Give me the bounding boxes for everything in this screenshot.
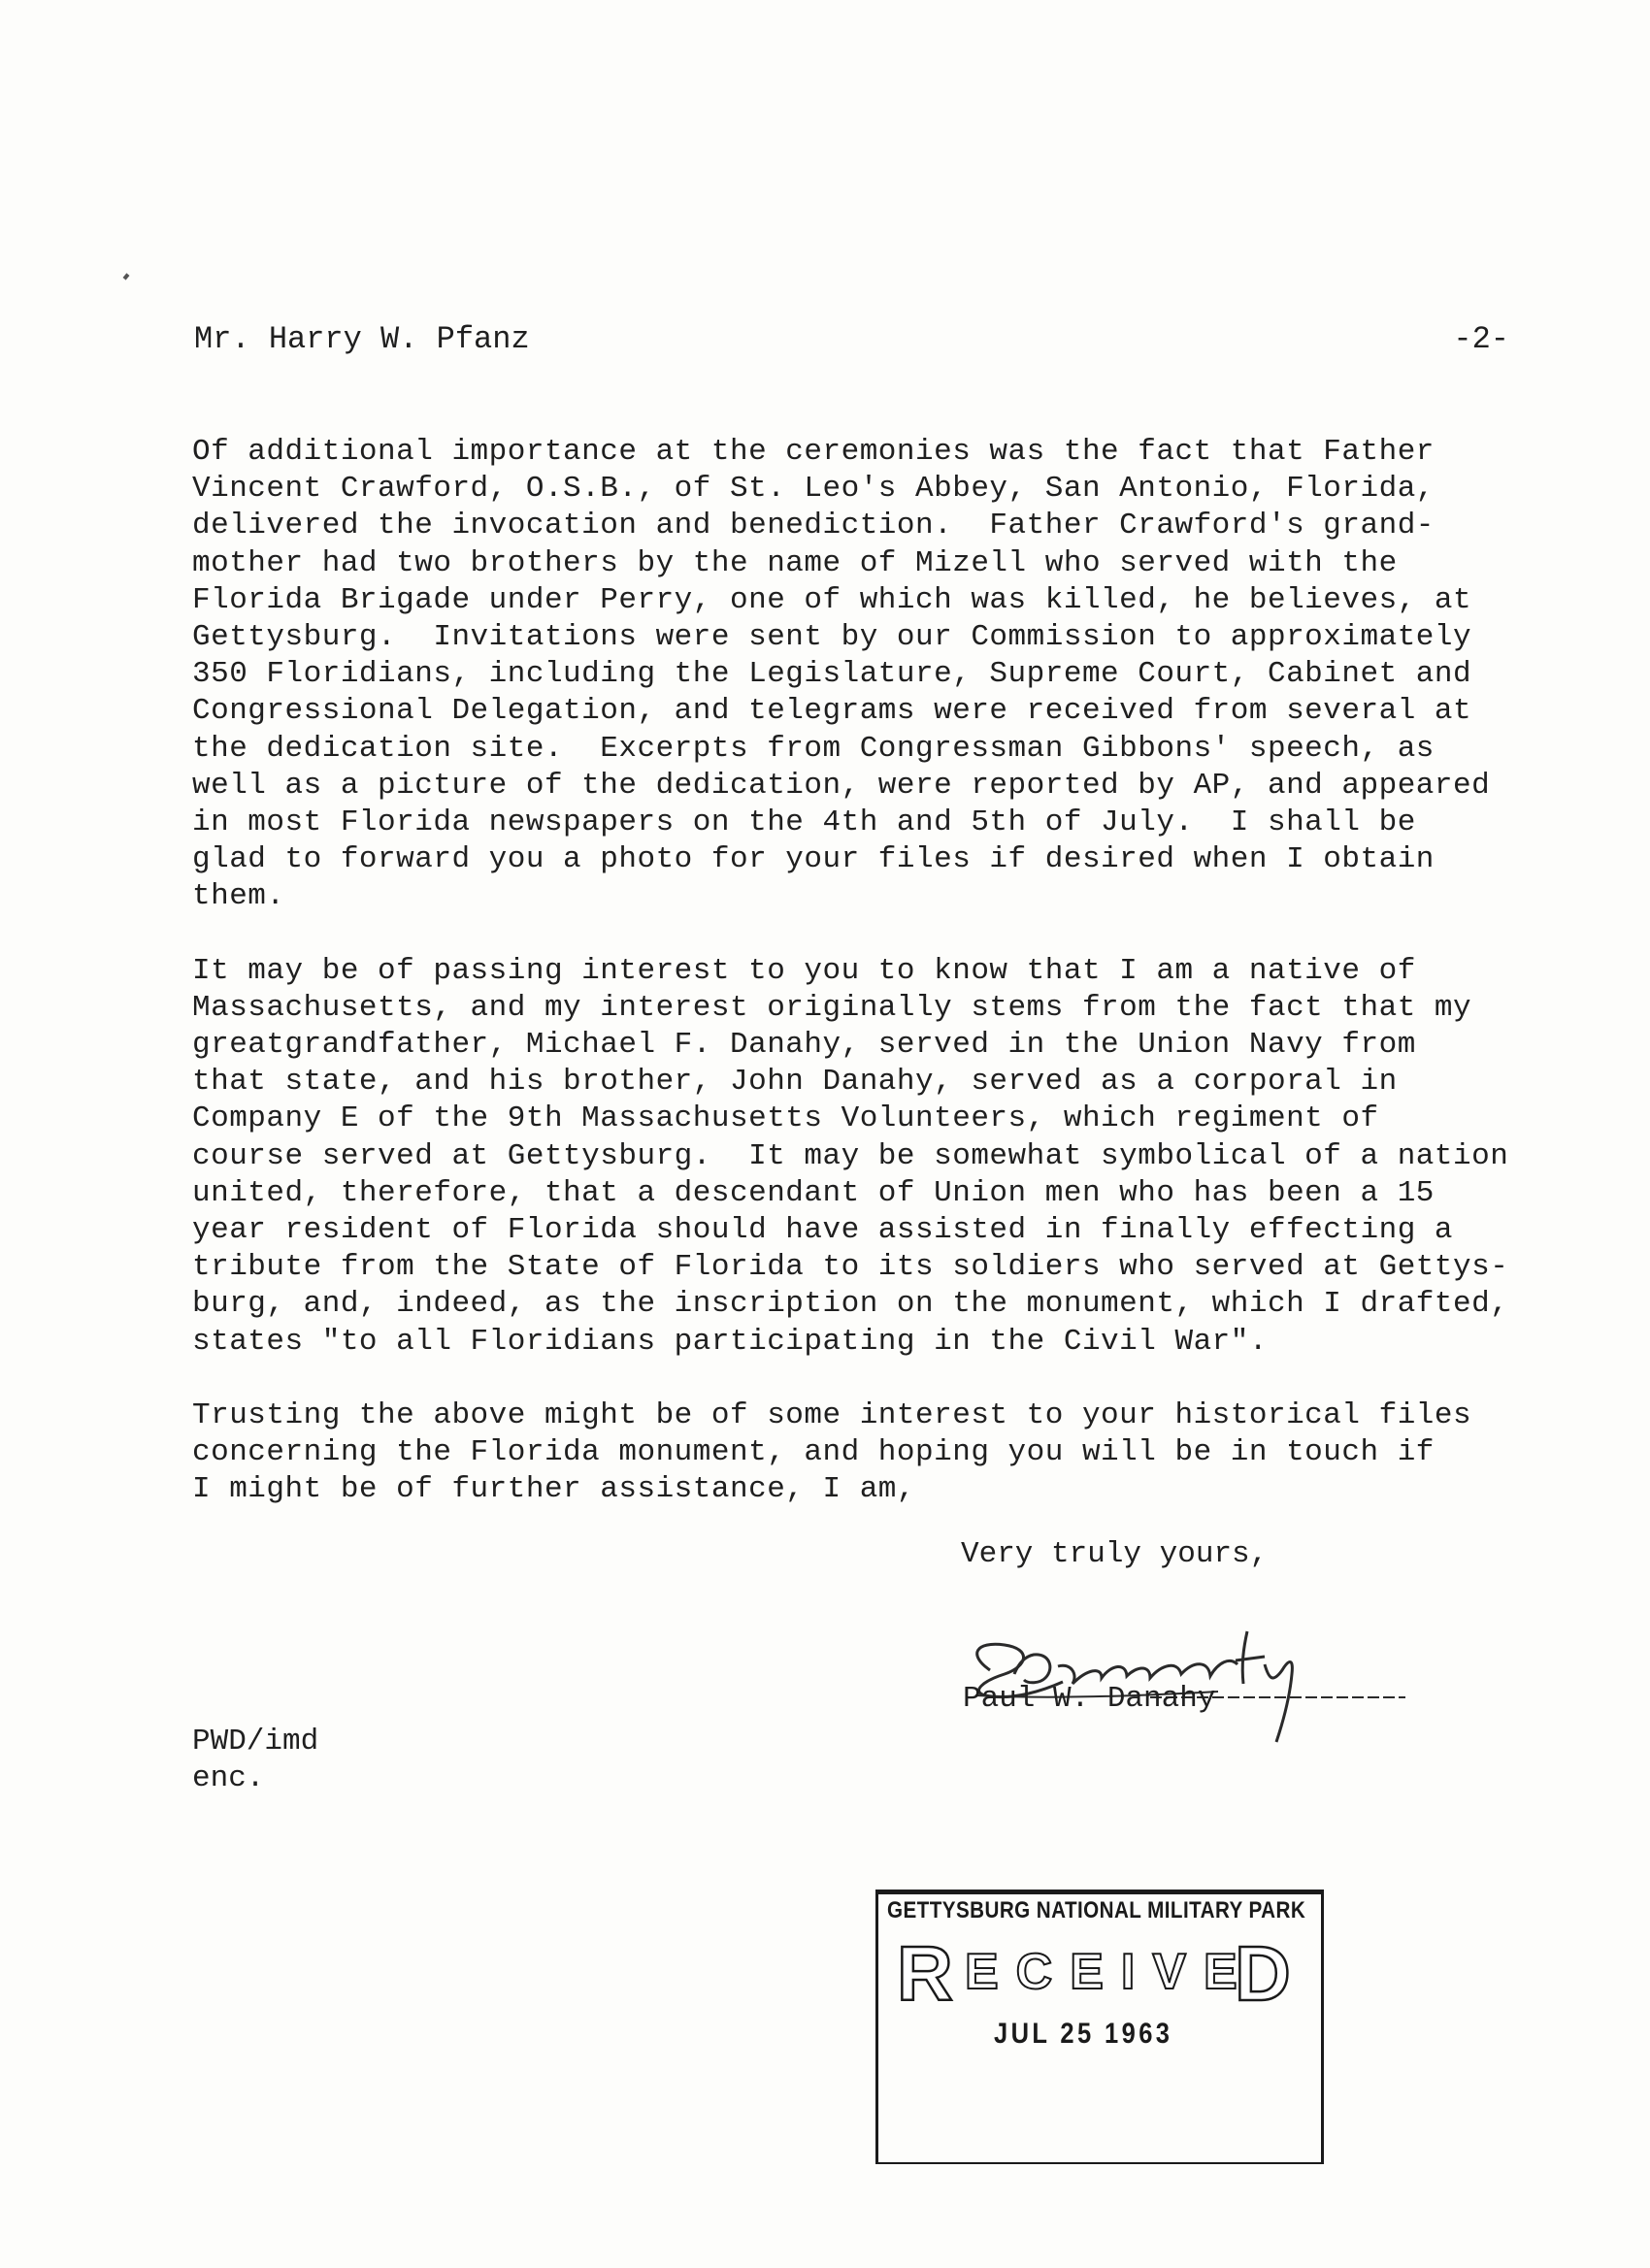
received-stamp	[875, 1890, 1322, 2161]
stamp-organization: GETTYSBURG NATIONAL MILITARY PARK	[887, 1897, 1306, 1923]
body-line: greatgrandfather, Michael F. Danahy, served in the Union Navy from	[192, 1028, 1416, 1063]
body-line: that state, and his brother, John Danahy, served as a corporal in	[192, 1065, 1398, 1100]
paper-speck	[123, 273, 130, 279]
body-line: I might be of further assistance, I am,	[192, 1472, 916, 1507]
body-line: them.	[192, 879, 285, 914]
body-line: Company E of the 9th Massachusetts Volunteers, which regiment of	[192, 1101, 1379, 1136]
body-line: the dedication site. Excerpts from Congressman Gibbons' speech, as	[192, 731, 1435, 766]
body-line: concerning the Florida monument, and hoping you will be in touch if	[192, 1435, 1435, 1470]
stamp-received-word	[889, 1930, 1306, 2008]
recipient-name: Mr. Harry W. Pfanz	[194, 321, 530, 357]
body-line: states "to all Floridians participating in the Civil War".	[192, 1324, 1268, 1359]
body-line: tribute from the State of Florida to its soldiers who served at Gettys-	[192, 1250, 1509, 1285]
body-line: Vincent Crawford, O.S.B., of St. Leo's Abbey, San Antonio, Florida,	[192, 472, 1435, 507]
stamp-date: JUL 25 1963	[994, 2018, 1173, 2050]
body-line: glad to forward you a photo for your files if desired when I obtain	[192, 842, 1435, 877]
body-paragraph	[192, 953, 1570, 1361]
body-line: in most Florida newspapers on the 4th and 5th of July. I shall be	[192, 805, 1416, 840]
letter-body	[192, 434, 1570, 1545]
closing-phrase: Very truly yours,	[961, 1537, 1269, 1571]
body-line: 350 Floridians, including the Legislature, Supreme Court, Cabinet and	[192, 657, 1472, 692]
body-line: Trusting the above might be of some interest to your historical files	[192, 1397, 1472, 1432]
typist-initials: PWD/imd	[192, 1725, 319, 1759]
page-number: -2-	[1453, 321, 1509, 357]
reference-block	[192, 1724, 318, 1797]
body-line: mother had two brothers by the name of Mizell who served with the	[192, 545, 1398, 580]
enclosure-note: enc.	[192, 1761, 265, 1795]
body-line: delivered the invocation and benediction. Father Crawford's grand-	[192, 509, 1435, 543]
body-line: Massachusetts, and my interest originally stems from the fact that my	[192, 990, 1472, 1025]
body-line: It may be of passing interest to you to know that I am a native of	[192, 953, 1416, 988]
body-line: well as a picture of the dedication, were reported by AP, and appeared	[192, 768, 1491, 803]
body-line: united, therefore, that a descendant of Union men who has been a 15	[192, 1175, 1435, 1210]
body-paragraph	[192, 434, 1570, 916]
signer-name: Paul W. Danahy	[963, 1682, 1216, 1716]
svg-text:ECEIVE: ECEIVE	[965, 1944, 1255, 2000]
svg-text:R: R	[897, 1930, 953, 2008]
body-line: Congressional Delegation, and telegrams were received from several at	[192, 694, 1472, 729]
handwritten-signature	[956, 1606, 1412, 1752]
body-paragraph	[192, 1397, 1570, 1509]
body-line: Florida Brigade under Perry, one of which was killed, he believes, at	[192, 582, 1472, 617]
body-line: burg, and, indeed, as the inscription on the monument, which I drafted,	[192, 1287, 1509, 1322]
body-line: Of additional importance at the ceremonies was the fact that Father	[192, 435, 1435, 469]
body-line: course served at Gettysburg. It may be somewhat symbolical of a nation	[192, 1138, 1509, 1173]
svg-text:D: D	[1235, 1930, 1291, 2008]
body-line: Gettysburg. Invitations were sent by our Commission to approximately	[192, 620, 1472, 655]
body-line: year resident of Florida should have assisted in finally effecting a	[192, 1213, 1454, 1248]
